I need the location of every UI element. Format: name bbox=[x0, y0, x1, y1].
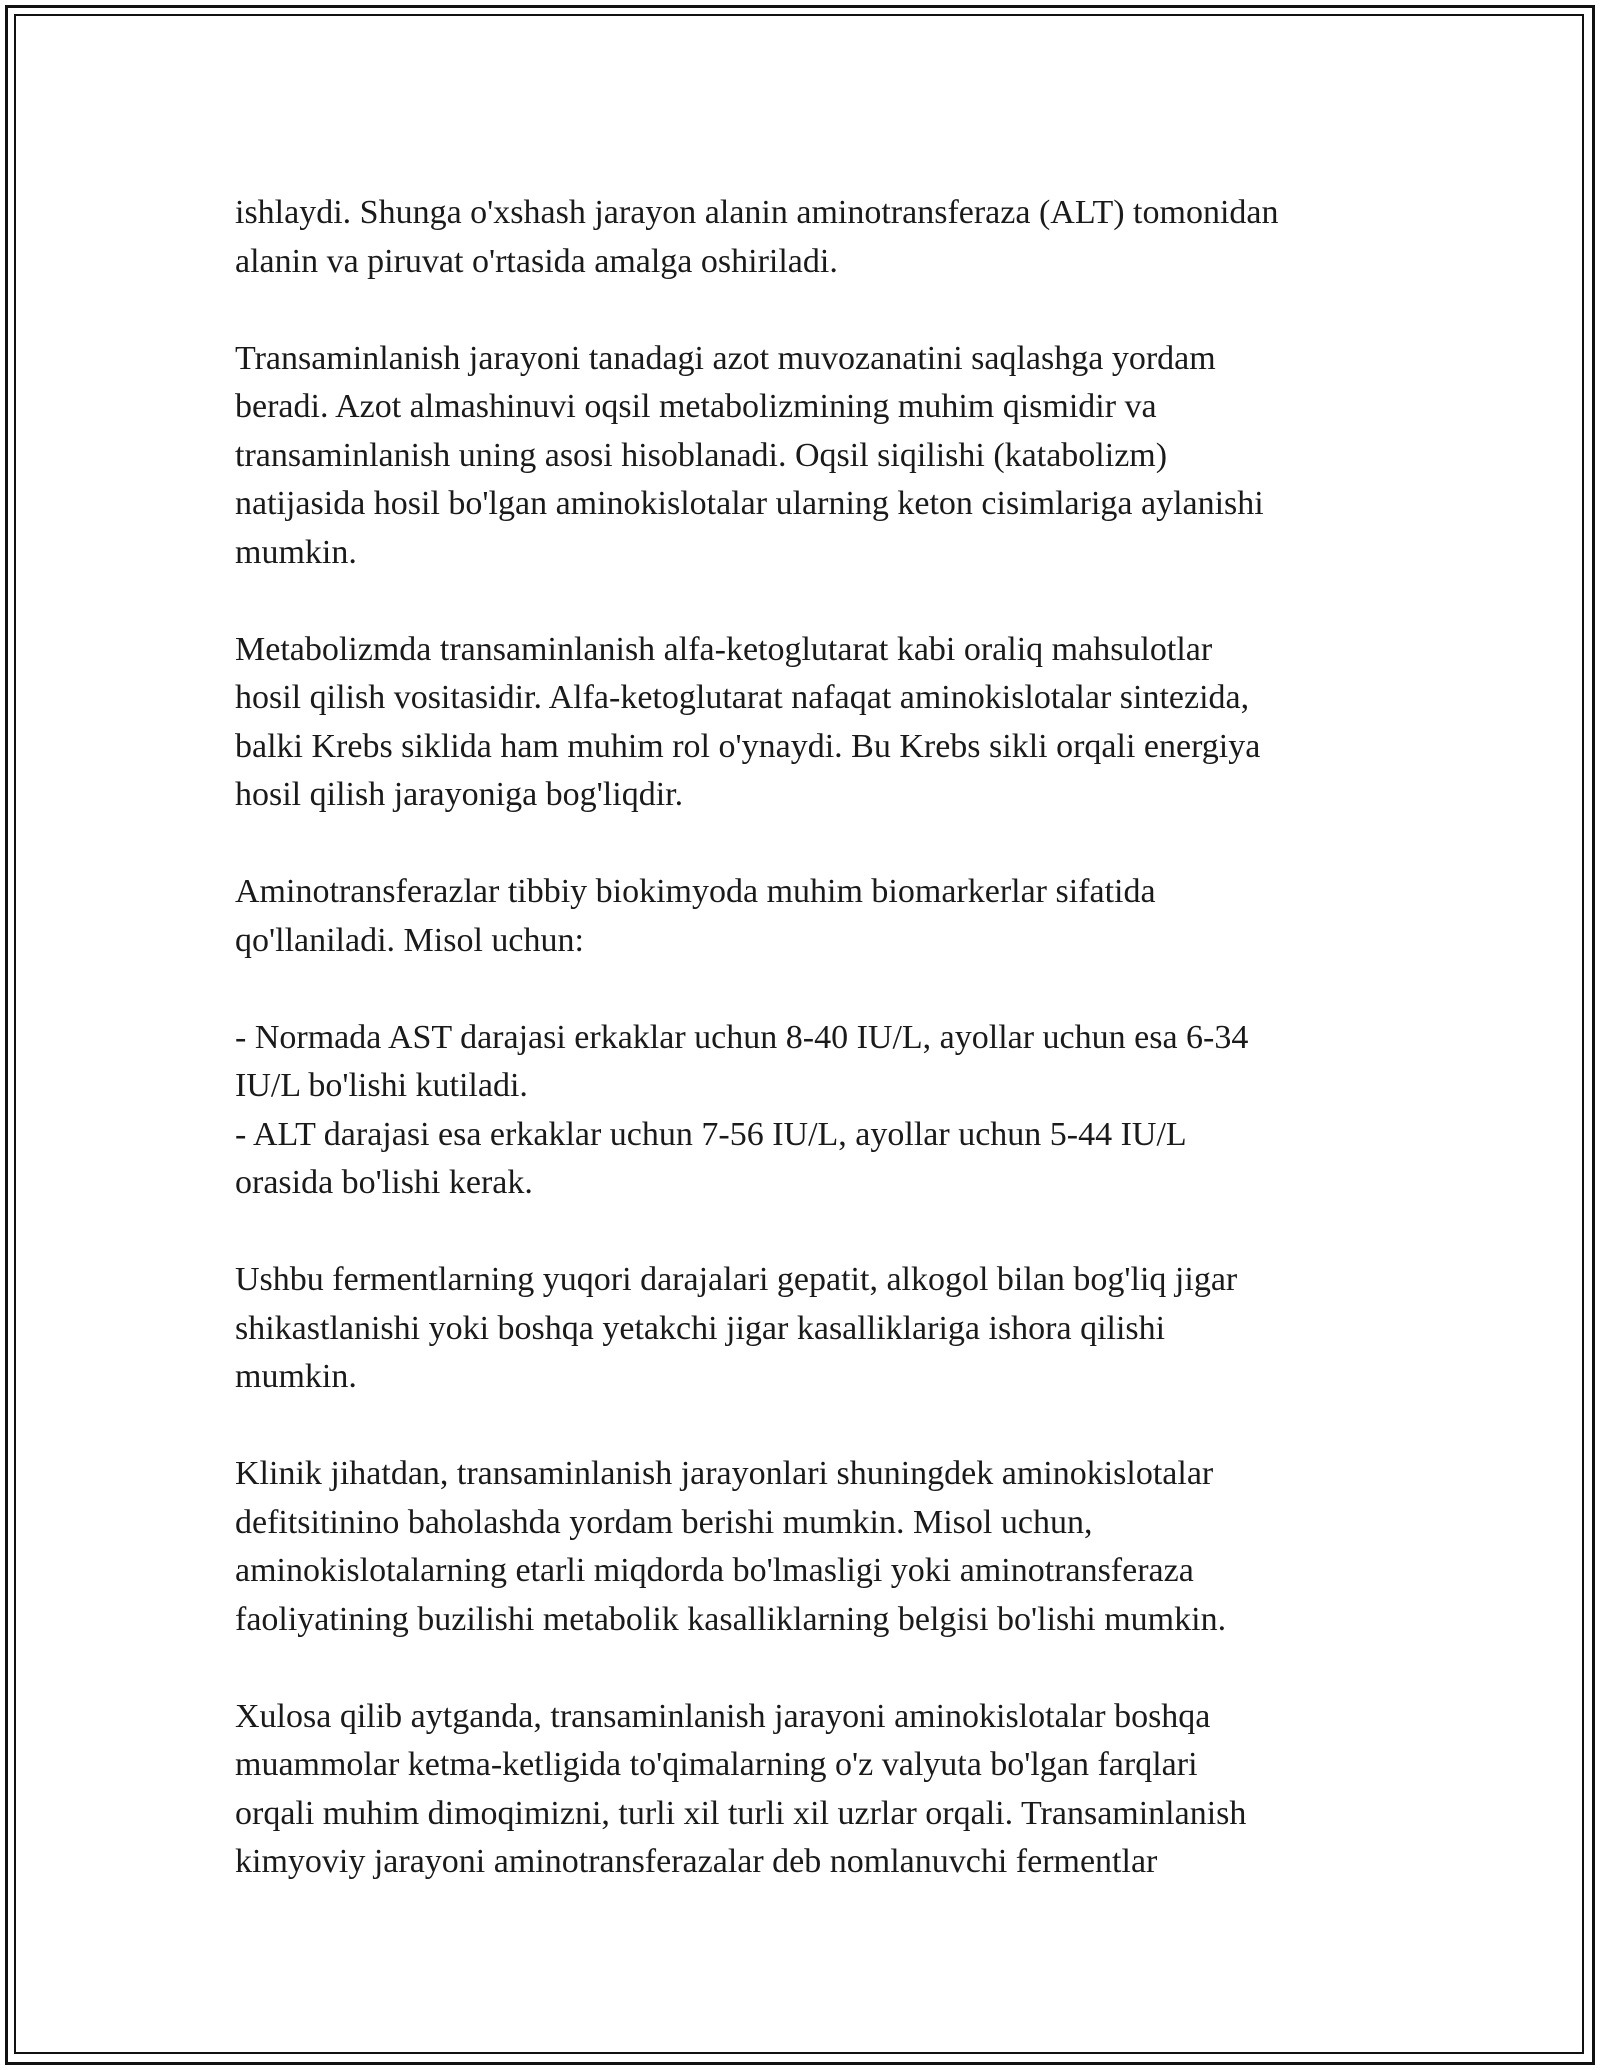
paragraph-clinical: Klinik jihatdan, transaminlanish jarayonlari shuningdek aminokislotalar defitsitinino baholashda yordam berishi mumkin. Misol uchun, aminokislotalarning etarli miqdorda bo'lmasligi yoki aminotransferaza faoliyatining buzilishi metabolik kasalliklarning belgisi bo'lishi mumkin. bbox=[235, 1455, 1227, 1638]
paragraph-nitrogen-balance: Transaminlanish jarayoni tanadagi azot muvozanatini saqlashga yordam beradi. Azot almashinuvi oqsil metabolizmining muhim qismidir va transaminlanish uning asosi hisoblanadi. Oqsil siqilishi (katabolizm) natijasida hosil bo'lgan aminokislotalar ularning keton cisimlariga aylanishi mumkin. bbox=[235, 339, 1264, 571]
paragraph-conclusion: Xulosa qilib aytganda, transaminlanish jarayoni aminokislotalar boshqa muammolar ketma-ketligida to'qimalarning o'z valyuta bo'lgan farqlari orqali muhim dimoqimizni, turli xil turli xil uzrlar orqali. Transaminlanish kimyoviy jarayoni aminotransferazalar deb nomlanuvchi fermentlar bbox=[235, 1697, 1247, 1880]
document-body bbox=[235, 189, 1385, 1887]
paragraph-alpha-ketoglutarate: Metabolizmda transaminlanish alfa-ketoglutarat kabi oraliq mahsulotlar hosil qilish vositasidir. Alfa-ketoglutarat nafaqat aminokislotalar sintezida, balki Krebs siklida ham muhim rol o'ynaydi. Bu Krebs sikli orqali energiya hosil qilish jarayoniga bog'liqdir. bbox=[235, 630, 1261, 813]
paragraph-biomarkers: Aminotransferazlar tibbiy biokimyoda muhim biomarkerlar sifatida qo'llaniladi. Misol uchun: bbox=[235, 873, 1156, 959]
paragraph-liver-disease: Ushbu fermentlarning yuqori darajalari gepatit, alkogol bilan bog'liq jigar shikastlanishi yoki boshqa yetakchi jigar kasalliklariga ishora qilishi mumkin. bbox=[235, 1261, 1238, 1395]
paragraph-reference-ranges: - Normada AST darajasi erkaklar uchun 8-40 IU/L, ayollar uchun esa 6-34 IU/L bo'lishi kutiladi. - ALT darajasi esa erkaklar uchun 7-56 IU/L, ayollar uchun 5-44 IU/L orasida bo'lishi kerak. bbox=[235, 1018, 1249, 1201]
paragraph-alt-intro: ishlaydi. Shunga o'xshash jarayon alanin aminotransferaza (ALT) tomonidan alanin va piruvat o'rtasida amalga oshiriladi. bbox=[235, 194, 1279, 280]
